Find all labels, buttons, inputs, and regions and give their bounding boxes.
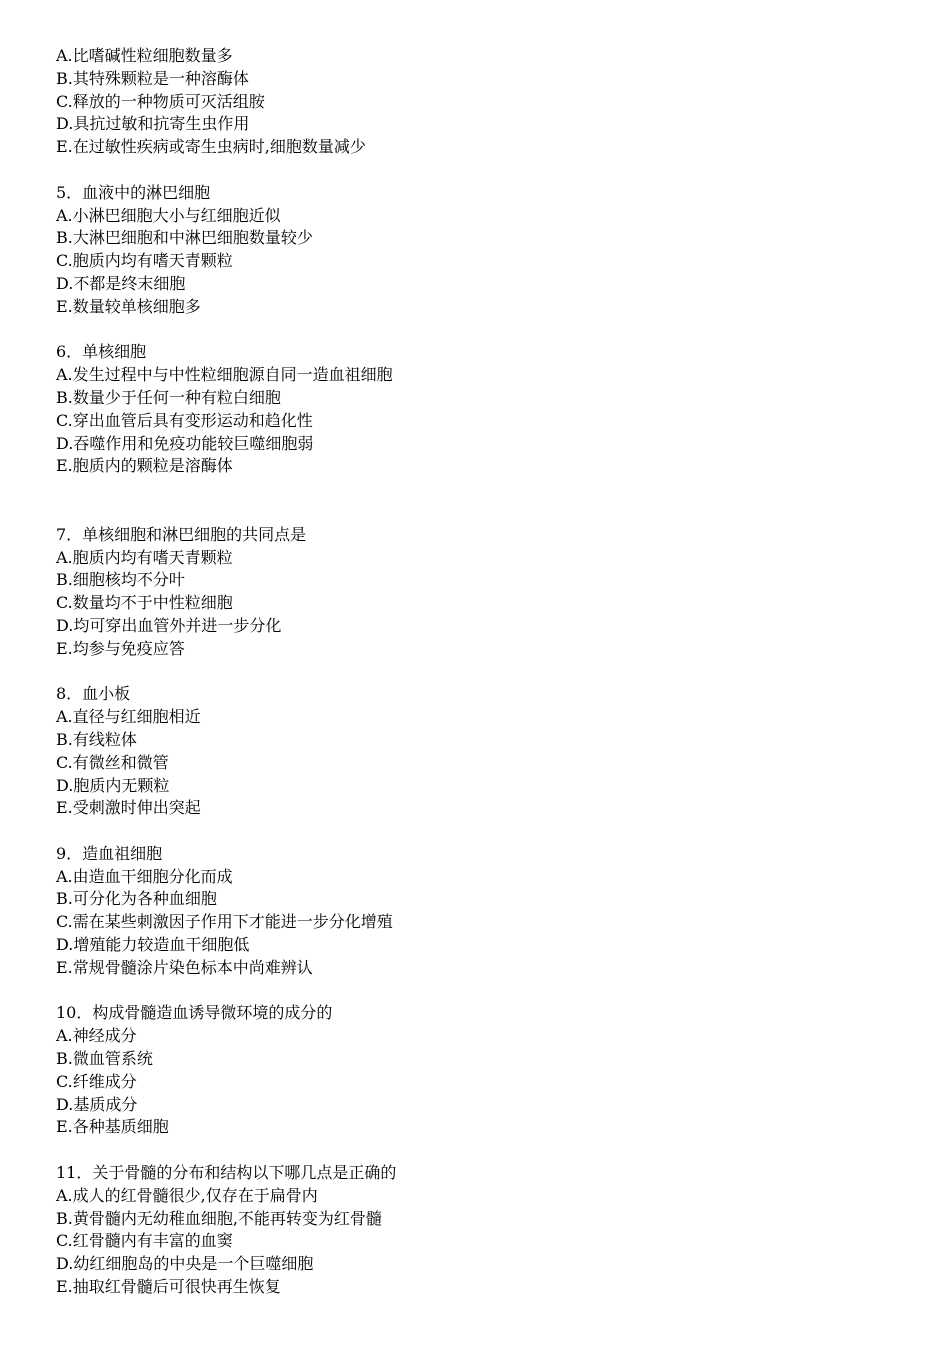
option-b: B.有线粒体 bbox=[56, 729, 137, 749]
option-d: D.吞噬作用和免疫功能较巨噬细胞弱 bbox=[56, 433, 314, 453]
option-a: A.成人的红骨髓很少,仅存在于扁骨内 bbox=[56, 1185, 318, 1205]
option-a: A.神经成分 bbox=[56, 1026, 137, 1046]
option-b: B.可分化为各种血细胞 bbox=[56, 889, 217, 909]
option-e: E.均参与免疫应答 bbox=[56, 638, 185, 658]
option-a: A.由造血干细胞分化而成 bbox=[56, 866, 233, 886]
question-title: 6．单核细胞 bbox=[56, 342, 147, 362]
option-e: E.数量较单核细胞多 bbox=[56, 296, 201, 316]
question-block bbox=[56, 341, 916, 478]
option-b: B.黄骨髓内无幼稚血细胞,不能再转变为红骨髓 bbox=[56, 1208, 382, 1228]
option-c: C.有微丝和微管 bbox=[56, 752, 169, 772]
option-a: A.直径与红细胞相近 bbox=[56, 707, 201, 727]
question-block bbox=[56, 1002, 916, 1139]
question-title: 10．构成骨髓造血诱导微环境的成分的 bbox=[56, 1003, 333, 1023]
option-d: D.不都是终末细胞 bbox=[56, 273, 186, 293]
option-c: C.纤维成分 bbox=[56, 1071, 137, 1091]
option-d: D.基质成分 bbox=[56, 1094, 138, 1114]
option-e: E.常规骨髓涂片染色标本中尚难辨认 bbox=[56, 957, 313, 977]
document-body bbox=[56, 45, 916, 1322]
option-e: E.抽取红骨髓后可很快再生恢复 bbox=[56, 1277, 281, 1297]
question-block bbox=[56, 843, 916, 980]
question-title: 11．关于骨髓的分布和结构以下哪几点是正确的 bbox=[56, 1163, 397, 1183]
option-c: C.红骨髓内有丰富的血窦 bbox=[56, 1231, 233, 1251]
option-b: B.微血管系统 bbox=[56, 1049, 153, 1069]
option-c: C.数量均不于中性粒细胞 bbox=[56, 593, 233, 613]
question-title: 9．造血祖细胞 bbox=[56, 843, 163, 863]
option-b: B.其特殊颗粒是一种溶酶体 bbox=[56, 68, 249, 88]
option-c: C.需在某些刺激因子作用下才能进一步分化增殖 bbox=[56, 912, 393, 932]
question-title: 8．血小板 bbox=[56, 684, 131, 704]
option-d: D.幼红细胞岛的中央是一个巨噬细胞 bbox=[56, 1254, 314, 1274]
question-title: 5．血液中的淋巴细胞 bbox=[56, 182, 211, 202]
question-title: 7．单核细胞和淋巴细胞的共同点是 bbox=[56, 524, 307, 544]
option-a: A.比嗜碱性粒细胞数量多 bbox=[56, 46, 233, 65]
option-c: C.胞质内均有嗜天青颗粒 bbox=[56, 251, 233, 271]
option-a: A.发生过程中与中性粒细胞源自同一造血祖细胞 bbox=[56, 365, 393, 385]
option-e: E.在过敏性疾病或寄生虫病时,细胞数量减少 bbox=[56, 137, 366, 157]
question-block bbox=[56, 683, 916, 820]
question-block bbox=[56, 45, 916, 159]
option-a: A.小淋巴细胞大小与红细胞近似 bbox=[56, 205, 281, 225]
option-d: D.具抗过敏和抗寄生虫作用 bbox=[56, 114, 250, 134]
option-b: B.细胞核均不分叶 bbox=[56, 570, 185, 590]
option-d: D.胞质内无颗粒 bbox=[56, 775, 170, 795]
option-e: E.受刺激时伸出突起 bbox=[56, 798, 201, 818]
option-c: C.释放的一种物质可灭活组胺 bbox=[56, 91, 265, 111]
option-e: E.各种基质细胞 bbox=[56, 1117, 169, 1137]
option-c: C.穿出血管后具有变形运动和趋化性 bbox=[56, 410, 313, 430]
question-block bbox=[56, 524, 916, 661]
option-d: D.增殖能力较造血干细胞低 bbox=[56, 935, 250, 955]
question-block bbox=[56, 182, 916, 319]
option-b: B.大淋巴细胞和中淋巴细胞数量较少 bbox=[56, 228, 313, 248]
option-e: E.胞质内的颗粒是溶酶体 bbox=[56, 456, 233, 476]
option-b: B.数量少于任何一种有粒白细胞 bbox=[56, 387, 281, 407]
option-a: A.胞质内均有嗜天青颗粒 bbox=[56, 547, 233, 567]
question-block bbox=[56, 1162, 916, 1299]
option-d: D.均可穿出血管外并进一步分化 bbox=[56, 615, 282, 635]
